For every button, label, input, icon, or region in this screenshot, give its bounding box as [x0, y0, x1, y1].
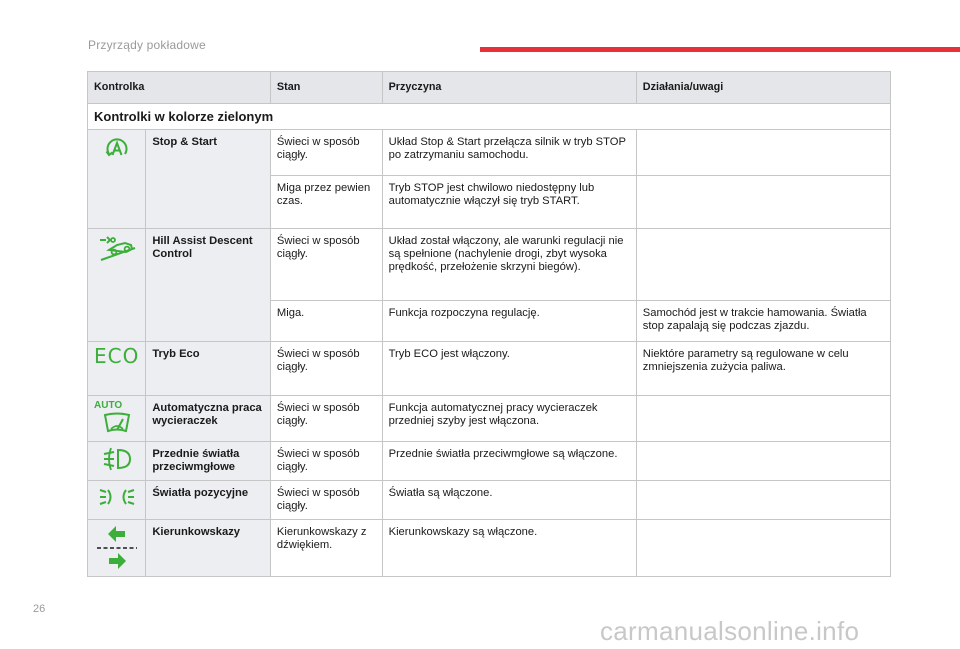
cause-cell: Układ Stop & Start przełącza silnik w tryb STOP po zatrzymaniu samochodu. [382, 130, 636, 176]
column-header-przyczyna: Przyczyna [382, 72, 636, 104]
light-name: Automatyczna praca wycieraczek [146, 396, 271, 442]
light-name: Hill Assist Descent Control [146, 229, 271, 342]
action-cell: Samochód jest w trakcie hamowania. Światła stop zapalają się podczas zjazdu. [636, 301, 890, 342]
cause-cell: Tryb ECO jest włączony. [382, 342, 636, 396]
eco-icon [88, 342, 146, 396]
table-row [88, 396, 891, 442]
light-name: Kierunkowskazy [146, 520, 271, 577]
eco-icon-label: ECO [94, 344, 140, 368]
light-name: Stop & Start [146, 130, 271, 229]
state-cell: Miga. [270, 301, 382, 342]
cause-cell: Tryb STOP jest chwilowo niedostępny lub automatycznie włączył się tryb START. [382, 176, 636, 229]
state-cell: Świeci w sposób ciągły. [270, 342, 382, 396]
state-cell: Kierunkowskazy z dźwiękiem. [270, 520, 382, 577]
column-header-stan: Stan [270, 72, 382, 104]
sidelights-icon [88, 481, 146, 520]
cause-cell: Układ został włączony, ale warunki regulacji nie są spełnione (nachylenie drogi, zbyt wysoka prędkość, przełożenie skrzyni biegów). [382, 229, 636, 301]
auto-wiper-icon [88, 396, 146, 442]
watermark: carmanualsonline.info [600, 616, 860, 646]
action-cell [636, 176, 890, 229]
state-cell: Świeci w sposób ciągły. [270, 229, 382, 301]
table-row [88, 442, 891, 481]
action-cell [636, 520, 890, 577]
column-header-kontrolka: Kontrolka [88, 72, 271, 104]
table-row [88, 130, 891, 176]
state-cell: Miga przez pewien czas. [270, 176, 382, 229]
warning-lights-table [87, 71, 891, 577]
action-cell [636, 229, 890, 301]
column-header-dzialania: Działania/uwagi [636, 72, 890, 104]
state-cell: Świeci w sposób ciągły. [270, 130, 382, 176]
table-row [88, 229, 891, 301]
action-cell [636, 130, 890, 176]
action-cell [636, 442, 890, 481]
state-cell: Świeci w sposób ciągły. [270, 481, 382, 520]
cause-cell: Światła są włączone. [382, 481, 636, 520]
cause-cell: Kierunkowskazy są włączone. [382, 520, 636, 577]
table-row [88, 481, 891, 520]
turn-signal-icon [88, 520, 146, 577]
section-title: Kontrolki w kolorze zielonym [88, 104, 891, 130]
cause-cell: Funkcja rozpoczyna regulację. [382, 301, 636, 342]
state-cell: Świeci w sposób ciągły. [270, 396, 382, 442]
action-cell: Niektóre parametry są regulowane w celu zmniejszenia zużycia paliwa. [636, 342, 890, 396]
state-cell: Świeci w sposób ciągły. [270, 442, 382, 481]
table-row [88, 342, 891, 396]
table-row [88, 520, 891, 577]
page-header-title: Przyrządy pokładowe [88, 38, 206, 52]
light-name: Przednie światła przeciwmgłowe [146, 442, 271, 481]
section-row [88, 104, 891, 130]
stop-start-icon [88, 130, 146, 229]
table-header-row [88, 72, 891, 104]
auto-icon-label: AUTO [94, 400, 123, 411]
header-accent-bar [480, 47, 960, 52]
hill-descent-icon [88, 229, 146, 342]
action-cell [636, 396, 890, 442]
cause-cell: Funkcja automatycznej pracy wycieraczek przedniej szyby jest włączona. [382, 396, 636, 442]
front-fog-icon [88, 442, 146, 481]
cause-cell: Przednie światła przeciwmgłowe są włączone. [382, 442, 636, 481]
page-number: 26 [33, 603, 46, 615]
light-name: Światła pozycyjne [146, 481, 271, 520]
action-cell [636, 481, 890, 520]
light-name: Tryb Eco [146, 342, 271, 396]
